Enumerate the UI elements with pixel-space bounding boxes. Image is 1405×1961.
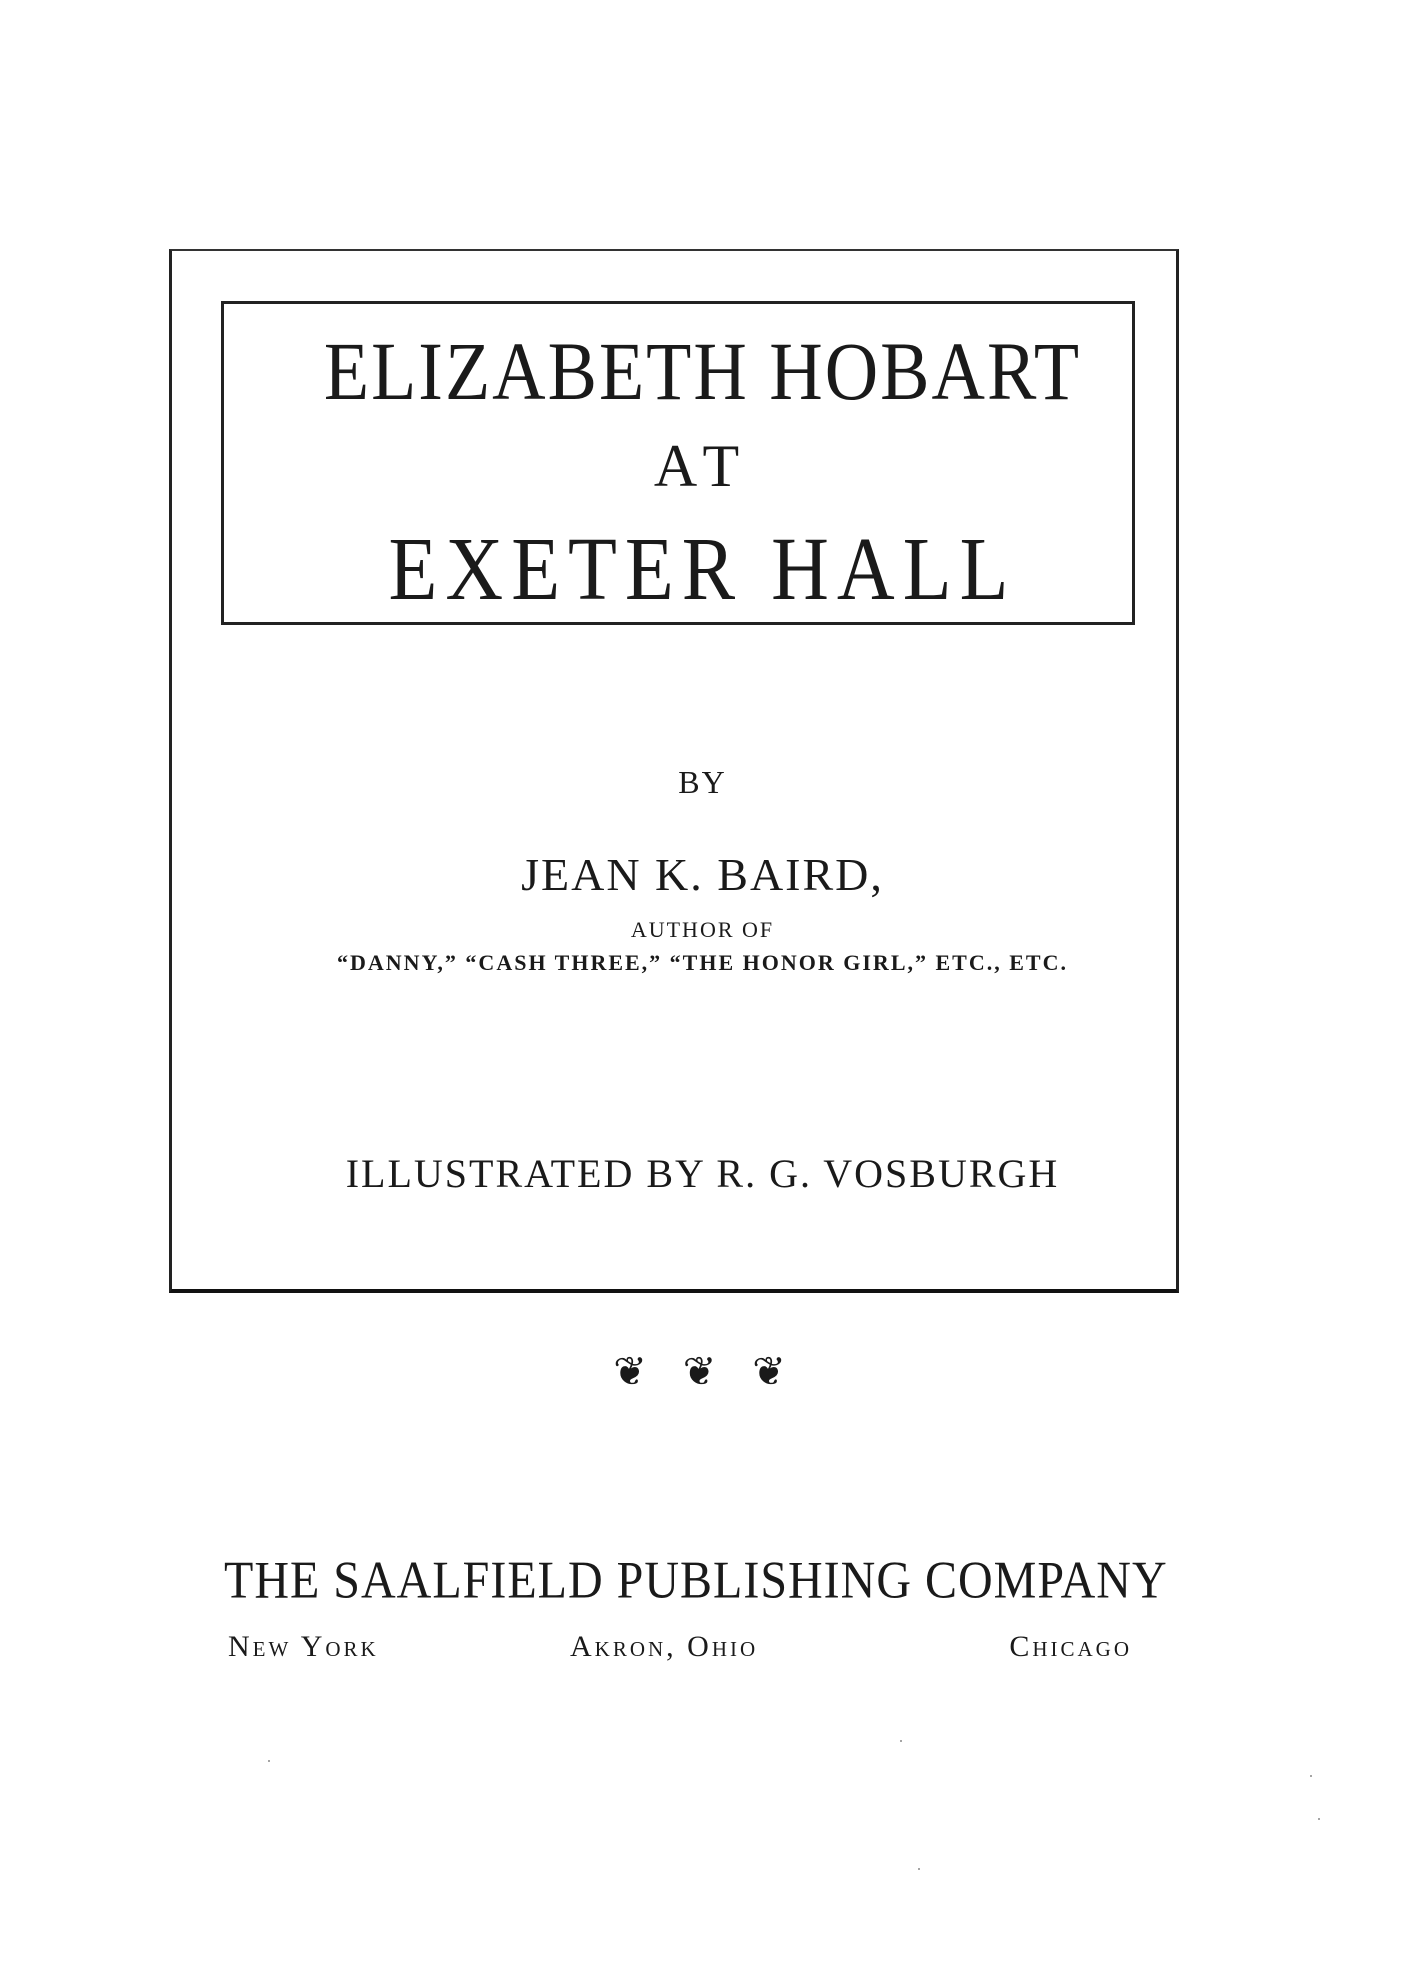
author-of-label: AUTHOR OF xyxy=(630,917,775,942)
scan-speck xyxy=(1318,1818,1320,1820)
book-title-line-3: EXETER HALL xyxy=(388,520,1017,620)
city-chicago: Chicago xyxy=(1009,1630,1132,1663)
city-new-york: New York xyxy=(228,1630,379,1663)
fleuron-icon: ❦ xyxy=(752,1349,822,1394)
book-title-line-1: ELIZABETH HOBART xyxy=(323,326,1082,418)
previous-works: “DANNY,” “CASH THREE,” “THE HONOR GIRL,” ETC., ETC. xyxy=(337,950,1068,975)
scan-speck xyxy=(1310,1775,1312,1777)
ornament-row xyxy=(0,1348,1405,1395)
book-title-line-2: AT xyxy=(653,433,752,499)
author-name: JEAN K. BAIRD, xyxy=(521,849,884,900)
scan-speck xyxy=(918,1868,920,1870)
scan-speck xyxy=(900,1740,902,1742)
by-label: BY xyxy=(678,764,727,800)
publisher-name: THE SAALFIELD PUBLISHING COMPANY xyxy=(224,1551,1168,1610)
illustrator-credit: ILLUSTRATED BY R. G. VOSBURGH xyxy=(345,1151,1060,1196)
fleuron-icon: ❦ xyxy=(613,1349,683,1394)
publisher-cities xyxy=(228,1630,1132,1670)
city-akron: Akron, Ohio xyxy=(570,1630,759,1663)
fleuron-icon: ❦ xyxy=(682,1349,753,1394)
scan-speck xyxy=(268,1760,270,1762)
